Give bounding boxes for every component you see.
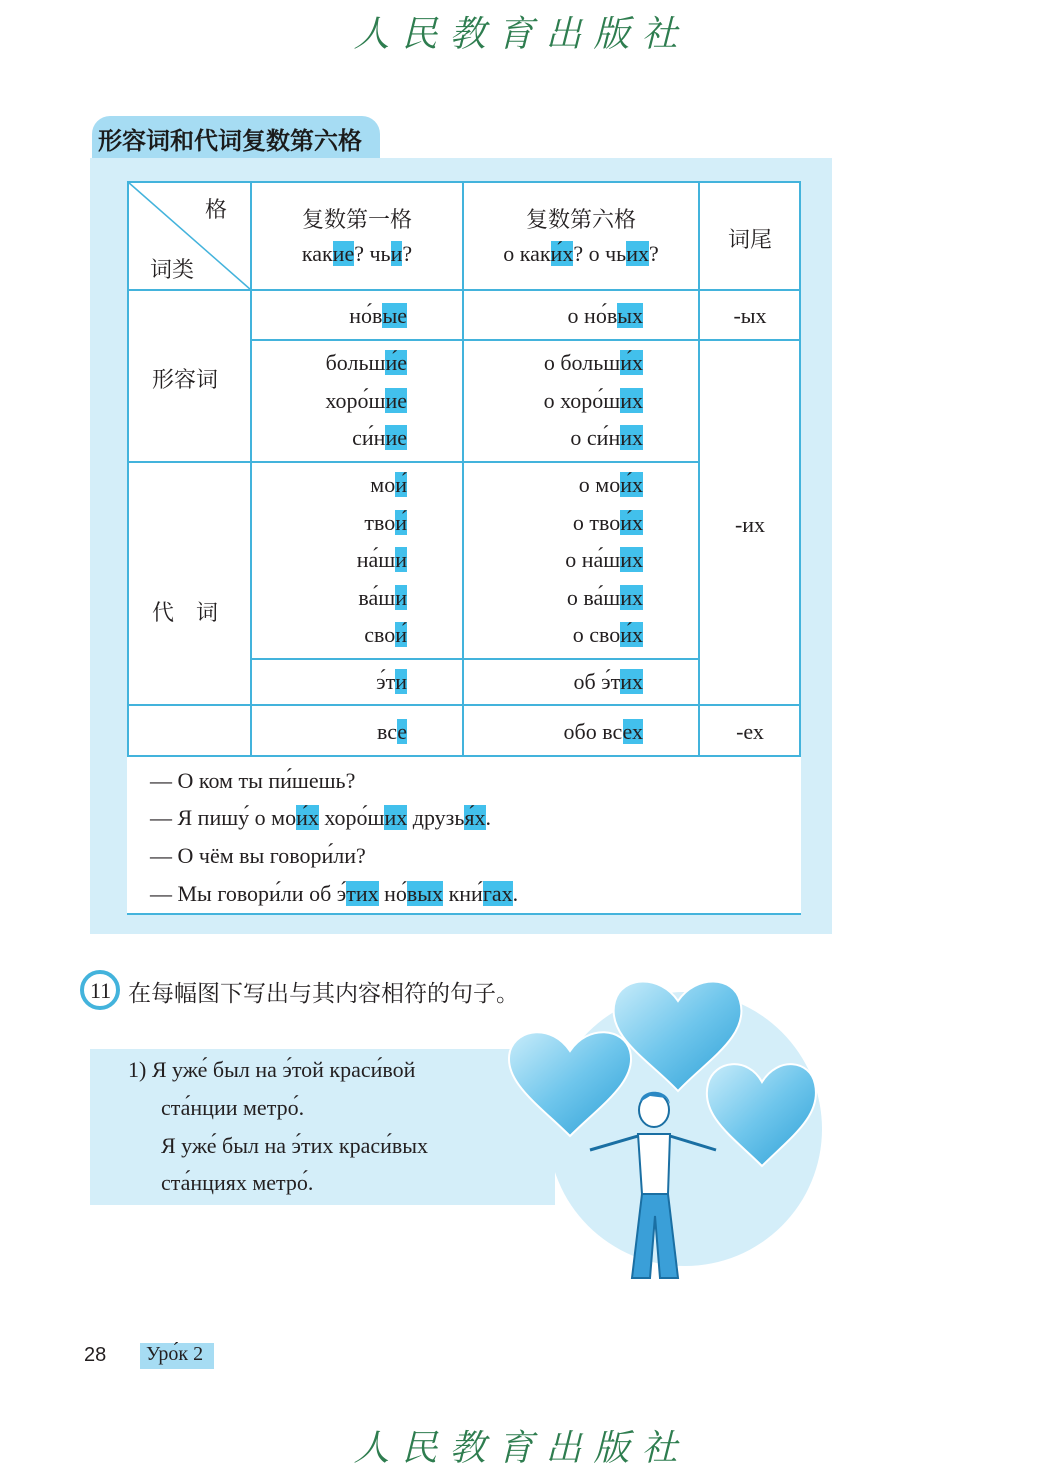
ending-ih: -их — [734, 512, 766, 537]
heart-icon — [509, 1032, 631, 1136]
category-pronoun: 代 词 — [152, 601, 219, 626]
ending-yh: -ых — [733, 303, 767, 328]
header-case: 格 — [205, 198, 228, 223]
publisher-logo-bottom: 人民教育出版社 — [353, 1428, 690, 1469]
answer-line: ста́нции метро́. — [161, 1095, 305, 1120]
category-adjective: 形容词 — [152, 368, 219, 393]
metro-hearts-illustration — [500, 966, 820, 1296]
grammar-box-title: 形容词和代词复数第六格 — [98, 126, 362, 155]
nominative-form: все — [376, 719, 407, 744]
nominative-form: свои́ — [364, 622, 407, 647]
prepositional-form: о больши́х — [543, 350, 643, 375]
nominative-form: твои́ — [364, 510, 407, 535]
prepositional-form: об э́тих — [573, 669, 643, 694]
answer-line: 1) Я уже́ был на э́той краси́вой — [128, 1057, 416, 1082]
exercise-number: 11 — [90, 978, 112, 1003]
nominative-form: но́вые — [349, 303, 407, 328]
prepositional-form: обо всех — [563, 719, 643, 744]
header-prepositional-question: о каки́х? о чьих? — [503, 241, 659, 266]
publisher-logo-top: 人民教育出版社 — [353, 14, 690, 55]
exercise-instruction: 在每幅图下写出与其内容相符的句子。 — [128, 981, 519, 1007]
header-nominative-question: какие? чьи? — [301, 241, 413, 266]
nominative-form: больши́е — [325, 350, 407, 375]
prepositional-form: о хоро́ших — [543, 388, 643, 413]
nominative-form: мои́ — [370, 472, 407, 497]
dialog-line: — Я пишу́ о мои́х хоро́ших друзья́х. — [150, 805, 492, 830]
prepositional-form: о ва́ших — [566, 585, 643, 610]
header-ending: 词尾 — [727, 228, 772, 253]
header-word-class: 词类 — [150, 258, 195, 283]
page-number: 28 — [84, 1344, 107, 1366]
answer-line: ста́нциях метро́. — [161, 1170, 314, 1195]
dialog-line: — О ком ты пи́шешь? — [150, 768, 356, 793]
dialog-line: — О чём вы говори́ли? — [150, 843, 366, 868]
dialog-line: — Мы говори́ли об э́тих но́вых кни́гах. — [150, 881, 519, 906]
nominative-form: ва́ши — [358, 585, 407, 610]
header-prepositional-plural: 复数第六格 — [525, 208, 636, 233]
prepositional-form: о си́них — [570, 425, 643, 450]
lesson-label: Уро́к 2 — [140, 1343, 214, 1369]
prepositional-form: о но́вых — [567, 303, 643, 328]
ending-eh: -ех — [736, 719, 764, 744]
boy-figure — [590, 1092, 716, 1278]
header-nominative-plural: 复数第一格 — [301, 208, 412, 233]
prepositional-form: о на́ших — [565, 547, 643, 572]
nominative-form: на́ши — [356, 547, 407, 572]
nominative-form: хоро́шие — [325, 388, 407, 413]
answer-line: Я уже́ был на э́тих краси́вых — [161, 1133, 429, 1158]
nominative-form: си́ние — [352, 425, 407, 450]
nominative-form: э́ти — [376, 669, 407, 694]
prepositional-form: о твои́х — [572, 510, 643, 535]
prepositional-form: о мои́х — [578, 472, 643, 497]
prepositional-form: о свои́х — [572, 622, 643, 647]
heart-icon — [707, 1064, 816, 1166]
